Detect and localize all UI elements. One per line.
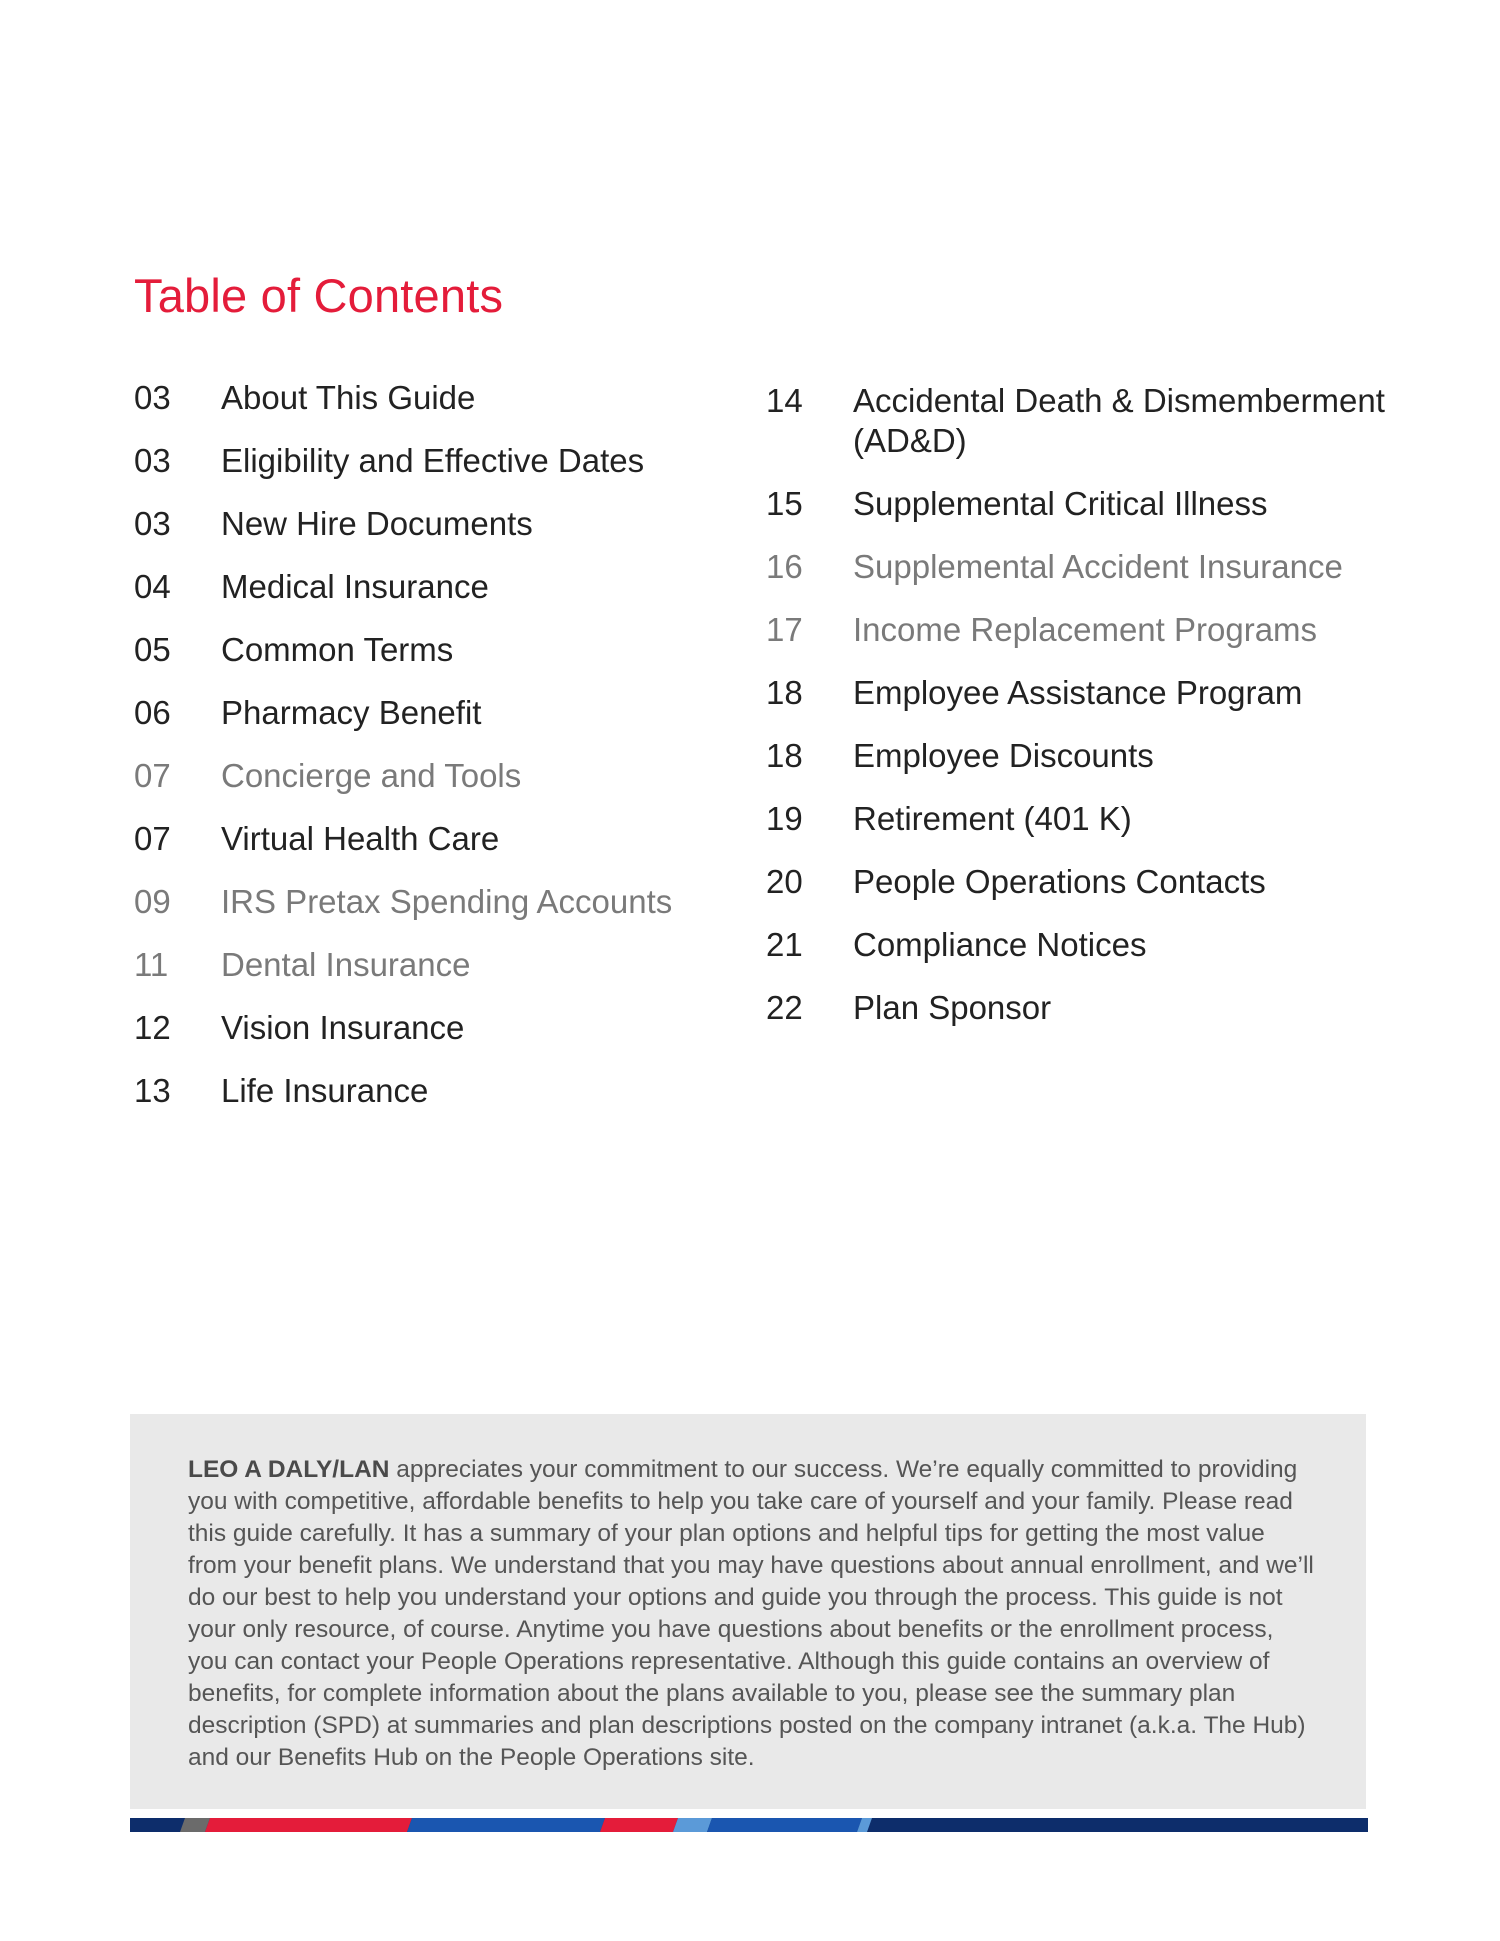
toc-entry-label: Supplemental Accident Insurance xyxy=(853,548,1343,585)
toc-entry[interactable] xyxy=(134,1008,734,1048)
toc-page-number: 18 xyxy=(766,737,803,774)
toc-entry[interactable] xyxy=(134,819,734,859)
toc-entry-label: Pharmacy Benefit xyxy=(221,694,482,731)
toc-entry-label: Supplemental Critical Illness xyxy=(853,485,1268,522)
toc-entry[interactable] xyxy=(134,378,734,418)
toc-entry-label: Employee Discounts xyxy=(853,737,1154,774)
stripe-gray-segment xyxy=(180,1818,210,1832)
intro-text xyxy=(188,1454,1318,1774)
toc-entry[interactable] xyxy=(134,945,734,985)
stripe-red-segment xyxy=(205,1818,412,1832)
stripe-red-segment-2 xyxy=(600,1818,678,1832)
toc-entry[interactable] xyxy=(766,381,1446,461)
toc-entry-label: About This Guide xyxy=(221,379,476,416)
intro-box xyxy=(130,1414,1366,1809)
toc-entry[interactable] xyxy=(134,882,734,922)
toc-entry-label: Concierge and Tools xyxy=(221,757,522,794)
toc-page-number: 12 xyxy=(134,1009,171,1046)
toc-entry-label: Eligibility and Effective Dates xyxy=(221,442,645,479)
toc-page-number: 14 xyxy=(766,382,803,419)
toc-entry-label: Accidental Death & Dismemberment (AD&D) xyxy=(853,382,1385,459)
toc-page-number: 09 xyxy=(134,883,171,920)
toc-entry[interactable] xyxy=(766,799,1446,839)
toc-entry[interactable] xyxy=(134,1071,734,1111)
toc-entry-label: Retirement (401 K) xyxy=(853,800,1132,837)
toc-entry-label: Medical Insurance xyxy=(221,568,489,605)
toc-entry[interactable] xyxy=(766,547,1446,587)
footer-stripe xyxy=(130,1818,1368,1832)
toc-page-number: 19 xyxy=(766,800,803,837)
toc-page-number: 21 xyxy=(766,926,803,963)
toc-entry-label: Virtual Health Care xyxy=(221,820,500,857)
toc-entry-label: Dental Insurance xyxy=(221,946,471,983)
toc-entry-label: Vision Insurance xyxy=(221,1009,465,1046)
intro-body: appreciates your commitment to our success. We’re equally committed to providing you with competitive, affordable benefits to help you take care of yourself and your family. Please read this guide carefully. It has a summary of your plan options and helpful tips for getting the most value from your benefit plans. We understand that you may have questions about annual enrollment, and we’ll do our best to help you understand your options and guide you through the process. This guide is not your only resource, of course. Anytime you have questions about benefits or the enrollment process, you can contact your People Operations representative. Although this guide contains an overview of benefits, for complete information about the plans available to you, please see the summary plan description (SPD) at summaries and plan descriptions posted on the company intranet (a.k.a. The Hub) and our Benefits Hub on the People Operations site. xyxy=(188,1456,1314,1771)
toc-entry-label: People Operations Contacts xyxy=(853,863,1266,900)
toc-entry-label: Employee Assistance Program xyxy=(853,674,1303,711)
page-title: Table of Contents xyxy=(134,269,504,322)
company-name: LEO A DALY/LAN xyxy=(188,1456,390,1483)
stripe-lightblue-segment xyxy=(673,1818,712,1832)
toc-page-number: 06 xyxy=(134,694,171,731)
toc-entry[interactable] xyxy=(766,988,1446,1028)
toc-page-number: 20 xyxy=(766,863,803,900)
toc-entry[interactable] xyxy=(134,630,734,670)
toc-entry[interactable] xyxy=(134,567,734,607)
toc-page-number: 03 xyxy=(134,379,171,416)
toc-entry-label: Income Replacement Programs xyxy=(853,611,1318,648)
toc-page-number: 05 xyxy=(134,631,171,668)
toc-page-number: 22 xyxy=(766,989,803,1026)
toc-entry[interactable] xyxy=(766,736,1446,776)
toc-entry[interactable] xyxy=(766,484,1446,524)
toc-entry-label: Plan Sponsor xyxy=(853,989,1052,1026)
toc-entry[interactable] xyxy=(766,925,1446,965)
toc-page-number: 03 xyxy=(134,505,171,542)
toc-entry-label: Life Insurance xyxy=(221,1072,429,1109)
stripe-blue-segment xyxy=(407,1818,605,1832)
toc-page-number: 18 xyxy=(766,674,803,711)
toc-page-number: 04 xyxy=(134,568,171,605)
toc-entry-label: IRS Pretax Spending Accounts xyxy=(221,883,673,920)
toc-page-number: 11 xyxy=(134,946,169,983)
toc-entry[interactable] xyxy=(766,673,1446,713)
toc-entry-label: New Hire Documents xyxy=(221,505,533,542)
toc-page-number: 07 xyxy=(134,820,171,857)
stripe-blue-segment-2 xyxy=(707,1818,862,1832)
toc-page-number: 13 xyxy=(134,1072,171,1109)
toc-entry[interactable] xyxy=(134,441,734,481)
toc-right-column xyxy=(766,381,1446,1051)
toc-entry[interactable] xyxy=(134,693,734,733)
toc-left-column xyxy=(134,378,734,1134)
toc-entry[interactable] xyxy=(134,756,734,796)
toc-entry[interactable] xyxy=(766,610,1446,650)
toc-page-number: 03 xyxy=(134,442,171,479)
toc-page-number: 17 xyxy=(766,611,803,648)
toc-entry-label: Common Terms xyxy=(221,631,454,668)
toc-entry-label: Compliance Notices xyxy=(853,926,1147,963)
toc-entry[interactable] xyxy=(134,504,734,544)
toc-entry[interactable] xyxy=(766,862,1446,902)
toc-page-number: 15 xyxy=(766,485,803,522)
toc-page-number: 07 xyxy=(134,757,171,794)
toc-page-number: 16 xyxy=(766,548,803,585)
